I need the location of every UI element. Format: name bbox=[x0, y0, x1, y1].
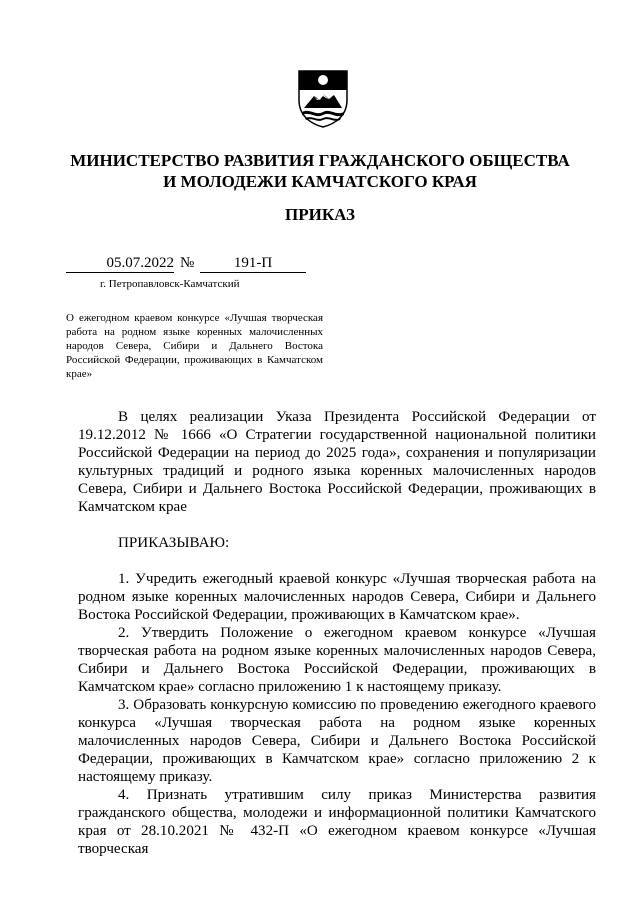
document-body bbox=[78, 408, 596, 858]
document-city: г. Петропавловск-Камчатский bbox=[100, 278, 240, 290]
document-subject: О ежегодном краевом конкурсе «Лучшая творческая работа на родном языке коренных малочисленных народов Севера, Сибири и Дальнего Востока Российской Федерации, проживающих в Камчатском крае» bbox=[66, 312, 323, 380]
decree-word: ПРИКАЗЫВАЮ: bbox=[118, 535, 230, 551]
kamchatka-coat-of-arms-icon bbox=[296, 68, 350, 128]
number-sign: № bbox=[180, 255, 195, 271]
order-item-2: 2. Утвердить Положение о ежегодном краевом конкурсе «Лучшая творческая работа на родном языке коренных малочисленных народов Севера, Сибири и Дальнего Востока Российской Федерации, проживающих в Камчатском крае» согласно приложению 1 к настоящему приказу. bbox=[78, 625, 596, 695]
order-item-4: 4. Признать утратившим силу приказ Министерства развития гражданского общества, молодежи и информационной политики Камчатского края от 28.10.2021 № 432-П «О ежегодном краевом конкурсе «Лучшая творческая bbox=[78, 787, 596, 857]
document-type: ПРИКАЗ bbox=[285, 205, 355, 224]
ministry-title-line-1: МИНИСТЕРСТВО РАЗВИТИЯ ГРАЖДАНСКОГО ОБЩЕСТВА bbox=[70, 151, 570, 170]
document-date: 05.07.2022 bbox=[66, 254, 174, 273]
ministry-title-line-2: И МОЛОДЕЖИ КАМЧАТСКОГО КРАЯ bbox=[163, 172, 477, 191]
ministry-title bbox=[40, 150, 600, 192]
preamble-paragraph: В целях реализации Указа Президента Российской Федерации от 19.12.2012 № 1666 «О Стратегии государственной национальной политики Российской Федерации на период до 2025 года», сохранения и популяризации культурных традиций и родного языка коренных малочисленных народов Севера, Сибири и Дальнего Востока Российской Федерации, проживающих в Камчатском крае bbox=[78, 409, 596, 515]
order-item-3: 3. Образовать конкурсную комиссию по проведению ежегодного краевого конкурса «Лучшая творческая работа на родном языке коренных малочисленных народов Севера, Сибири и Дальнего Востока Российской Федерации, проживающих в Камчатском крае» согласно приложению 2 к настоящему приказу. bbox=[78, 697, 596, 785]
document-requisites bbox=[66, 254, 306, 274]
order-item-1: 1. Учредить ежегодный краевой конкурс «Лучшая творческая работа на родном языке коренных малочисленных народов Севера, Сибири и Дальнего Востока Российской Федерации, проживающих в Камчатском крае». bbox=[78, 571, 596, 623]
document-number: 191-П bbox=[200, 254, 306, 273]
